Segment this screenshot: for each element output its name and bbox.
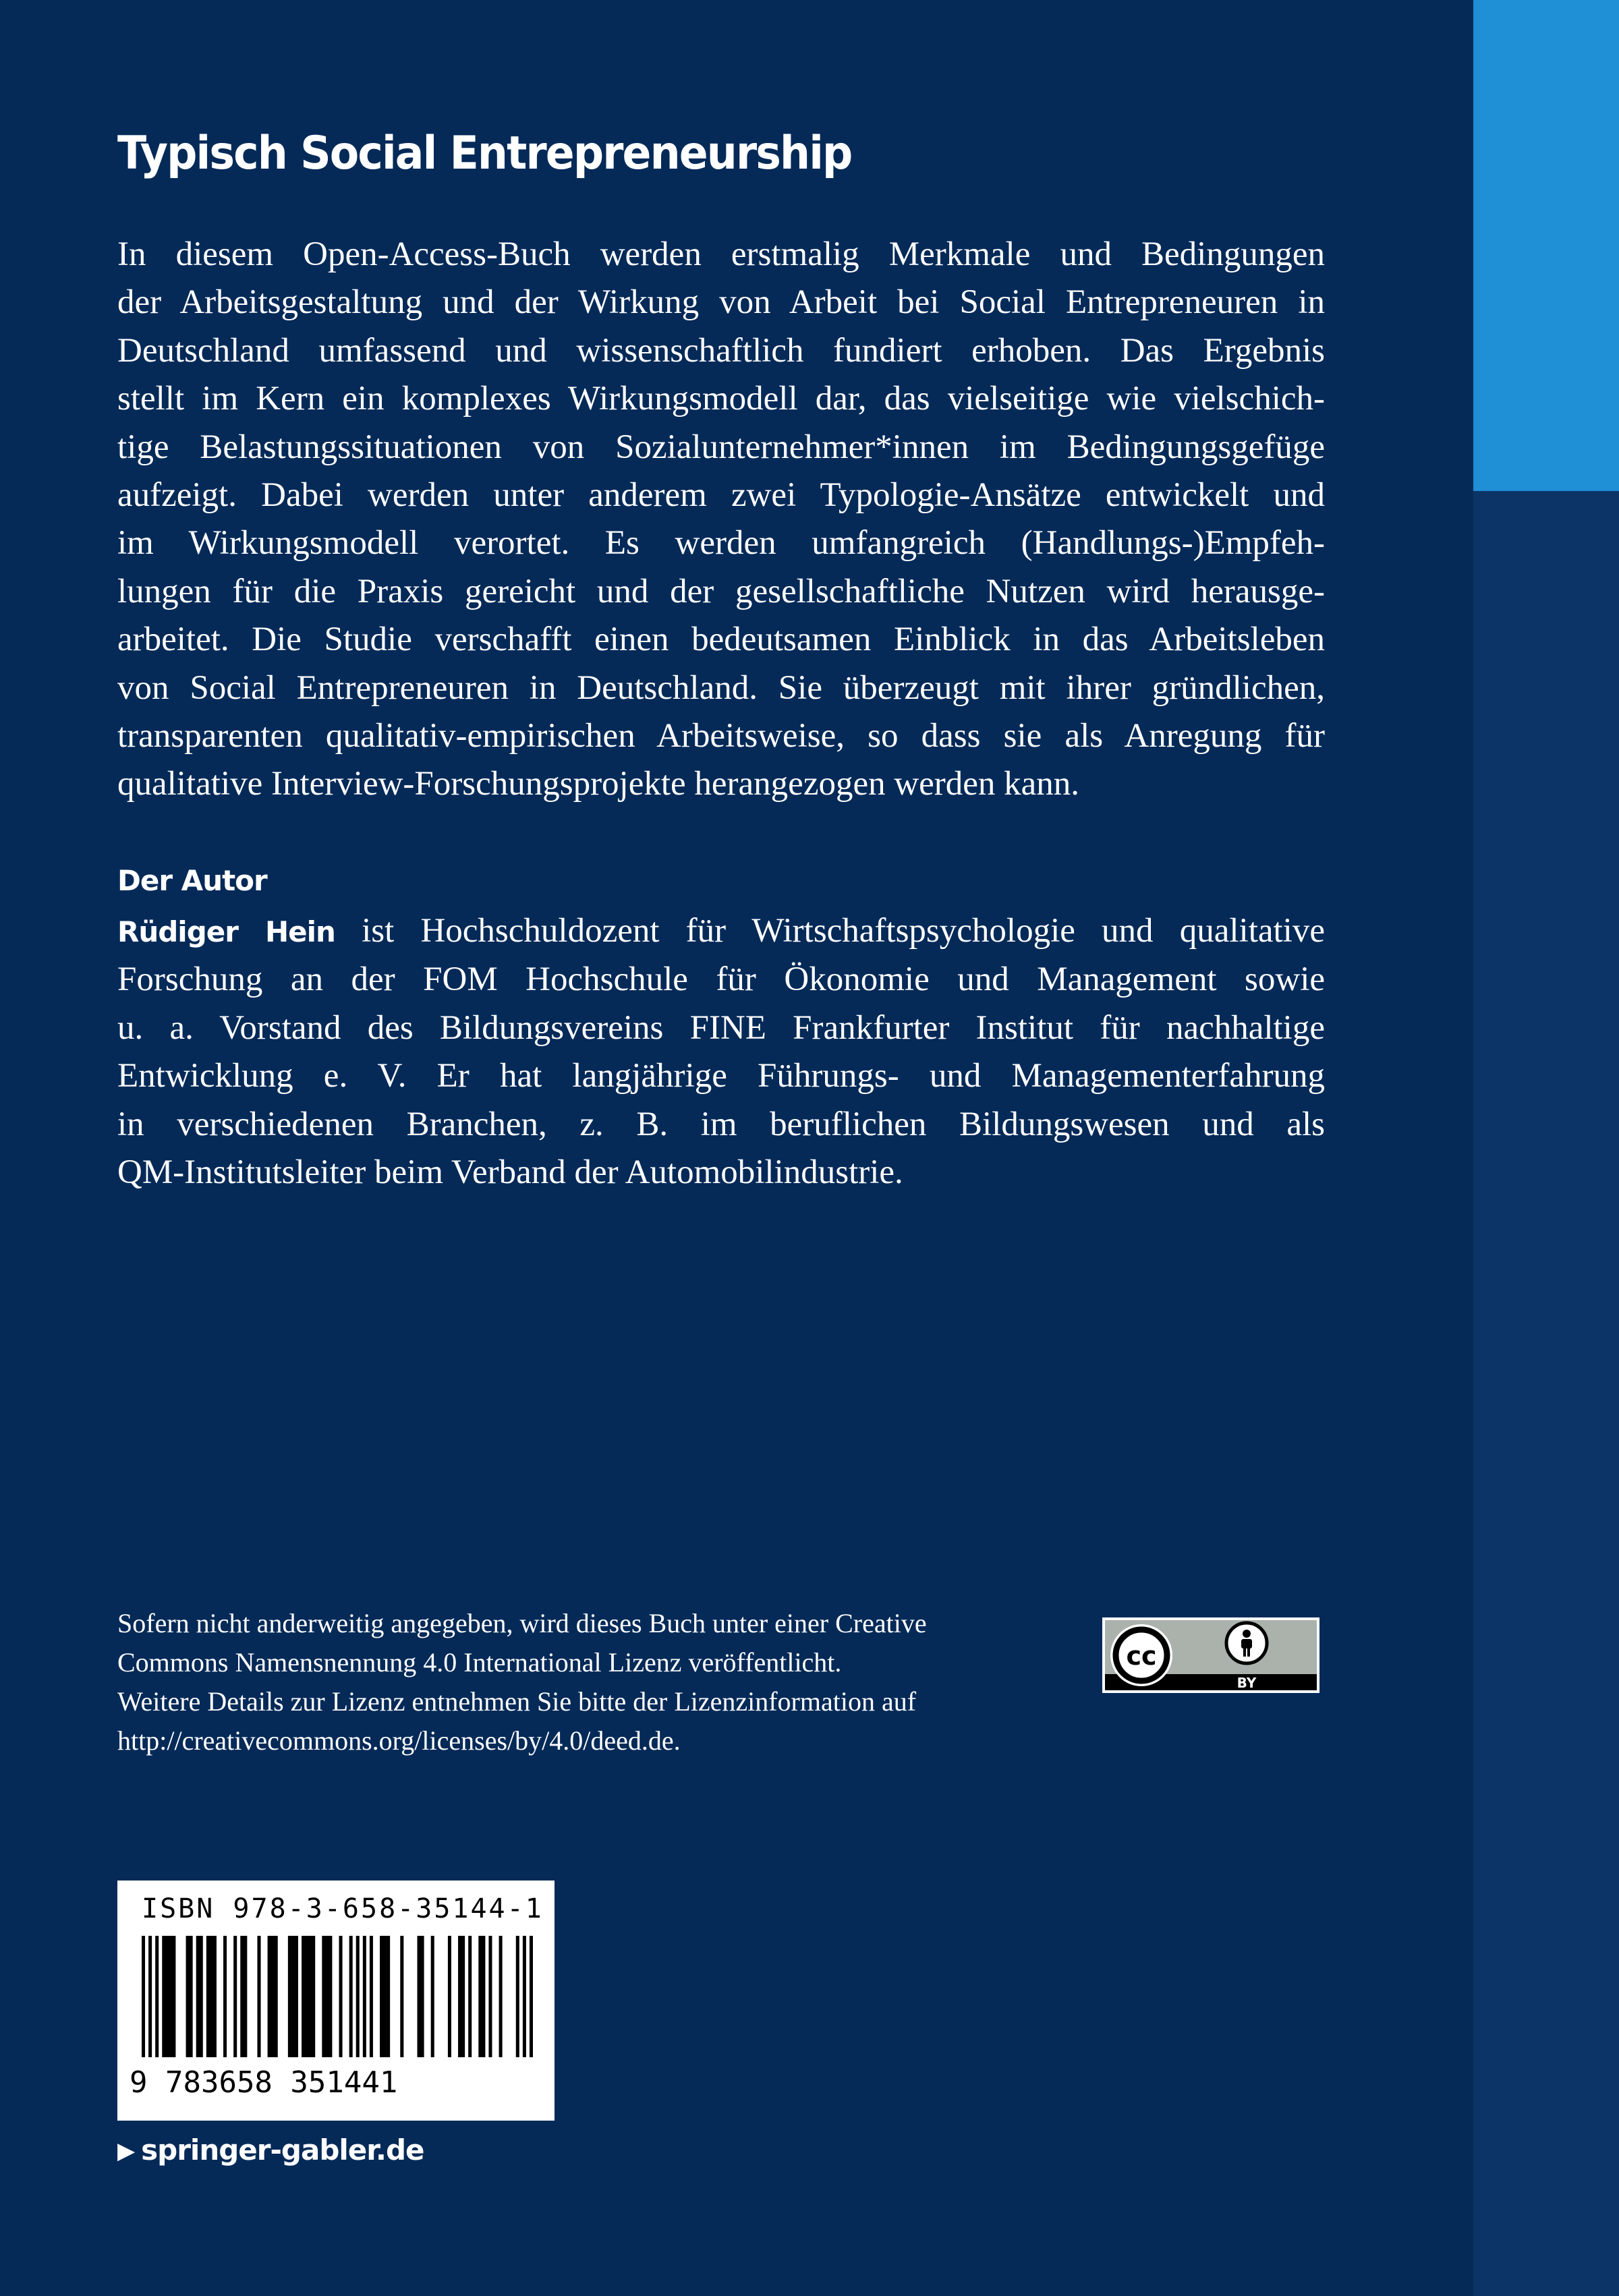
barcode-bar: [468, 1936, 472, 2057]
barcode-image: [142, 1936, 533, 2057]
blurb-line: transparenten qualitativ-empirischen Arbeitsweise, so dass sie als Anregung für: [117, 717, 1325, 755]
barcode-bar: [148, 1936, 152, 2057]
blurb-line: tige Belastungssituationen von Sozialunternehmer*innen im Bedingungsgefüge: [117, 428, 1325, 466]
barcode-bar: [186, 1936, 193, 2057]
barcode-bar: [488, 1936, 492, 2057]
barcode-bar: [448, 1936, 451, 2057]
blurb-line: von Social Entrepreneuren in Deutschland. Sie überzeugt mit ihrer gründlichen,: [117, 668, 1325, 707]
svg-text:cc: cc: [1126, 1641, 1157, 1671]
license-line: Weitere Details zur Lizenz entnehmen Sie bitte der Lizenzinformation auf: [117, 1686, 917, 1717]
author-bio-line: Entwicklung e. V. Er hat langjährige Führungs- und Managementerfahrung: [117, 1057, 1325, 1095]
license-url[interactable]: http://creativecommons.org/licenses/by/4.0/deed.de.: [117, 1725, 681, 1756]
barcode-bar: [458, 1936, 465, 2057]
author-name: Rüdiger Hein: [117, 915, 335, 948]
blurb-line: lungen für die Praxis gereicht und der gesellschaftliche Nutzen wird herausge-: [117, 572, 1325, 610]
barcode-bar: [288, 1936, 298, 2057]
barcode-bar: [380, 1936, 390, 2057]
isbn-barcode-block: [117, 1881, 555, 2121]
license-line: Commons Namensnennung 4.0 International Lizenz veröffentlicht.: [117, 1647, 842, 1677]
barcode-bar: [155, 1936, 159, 2057]
cc-by-license-badge: [1102, 1617, 1319, 1693]
blurb-line: im Wirkungsmodell verortet. Es werden umfangreich (Handlungs-)Empfeh-: [117, 524, 1325, 563]
author-bio-line: Forschung an der FOM Hochschule für Ökonomie und Management sowie: [117, 960, 1325, 999]
barcode-bar: [418, 1936, 424, 2057]
blurb-line: aufzeigt. Dabei werden unter anderem zwei Typologie-Ansätze entwickelt und: [117, 476, 1325, 515]
barcode-bar: [499, 1936, 503, 2057]
barcode-bar: [363, 1936, 366, 2057]
barcode-bar: [523, 1936, 526, 2057]
blurb-line: qualitative Interview-Forschungsprojekte herangezogen werden kann.: [117, 765, 1080, 803]
author-bio-line: QM-Institutsleiter beim Verband der Automobilindustrie.: [117, 1153, 903, 1192]
publisher-url[interactable]: springer-gabler.de: [141, 2133, 424, 2166]
barcode-digits: 9 783658 351441: [130, 2065, 398, 2100]
author-bio-line: in verschiedenen Branchen, z. B. im beruflichen Bildungswesen und als: [117, 1105, 1325, 1143]
barcode-bar: [478, 1936, 485, 2057]
barcode-bar: [322, 1936, 332, 2057]
barcode-bar: [142, 1936, 145, 2057]
barcode-bar: [356, 1936, 360, 2057]
blurb-line: Deutschland umfassend und wissenschaftlich fundiert erhoben. Das Ergebnis: [117, 331, 1325, 370]
license-notice: [117, 1604, 1048, 1760]
isbn-number: ISBN 978-3-658-35144-1: [142, 1893, 544, 1924]
author-bio: [117, 907, 1325, 1197]
barcode-bar: [162, 1936, 175, 2057]
barcode-bar: [349, 1936, 353, 2057]
author-bio-text: ist Hochschuldozent für Wirtschaftspsychologie und qualitative: [335, 912, 1325, 950]
barcode-bar: [516, 1936, 519, 2057]
barcode-bar: [233, 1936, 237, 2057]
cover-side-accent: [1473, 0, 1619, 491]
barcode-bar: [339, 1936, 343, 2057]
blurb-line: In diesem Open-Access-Buch werden erstmalig Merkmale und Bedingungen: [117, 235, 1325, 273]
book-blurb: [117, 231, 1325, 809]
book-title: Typisch Social Entrepreneurship: [117, 127, 852, 180]
cc-badge-by-label: BY: [1237, 1675, 1257, 1691]
barcode-bar: [400, 1936, 403, 2057]
author-bio-first-line: [117, 907, 1325, 956]
blurb-line: der Arbeitsgestaltung und der Wirkung von Arbeit bei Social Entrepreneuren in: [117, 283, 1325, 322]
author-heading: Der Autor: [117, 864, 267, 897]
blurb-line: arbeitet. Die Studie verschafft einen bedeutsamen Einblick in das Arbeitsleben: [117, 621, 1325, 659]
barcode-bar: [530, 1936, 533, 2057]
barcode-bar: [240, 1936, 247, 2057]
author-bio-line: u. a. Vorstand des Bildungsvereins FINE Frankfurter Institut für nachhaltige: [117, 1008, 1325, 1047]
barcode-bar: [370, 1936, 373, 2057]
publisher-link[interactable]: [117, 2130, 424, 2171]
barcode-bar: [223, 1936, 227, 2057]
barcode-bar: [302, 1936, 315, 2057]
play-arrow-icon: ▶: [117, 2137, 135, 2164]
barcode-bar: [431, 1936, 434, 2057]
barcode-bar: [196, 1936, 203, 2057]
blurb-line: stellt im Kern ein komplexes Wirkungsmodell dar, das vielseitige wie vielschich-: [117, 380, 1325, 418]
barcode-bar: [257, 1936, 260, 2057]
license-line: Sofern nicht anderweitig angegeben, wird dieses Buch unter einer Creative: [117, 1608, 927, 1638]
barcode-bar: [268, 1936, 278, 2057]
barcode-bar: [206, 1936, 217, 2057]
